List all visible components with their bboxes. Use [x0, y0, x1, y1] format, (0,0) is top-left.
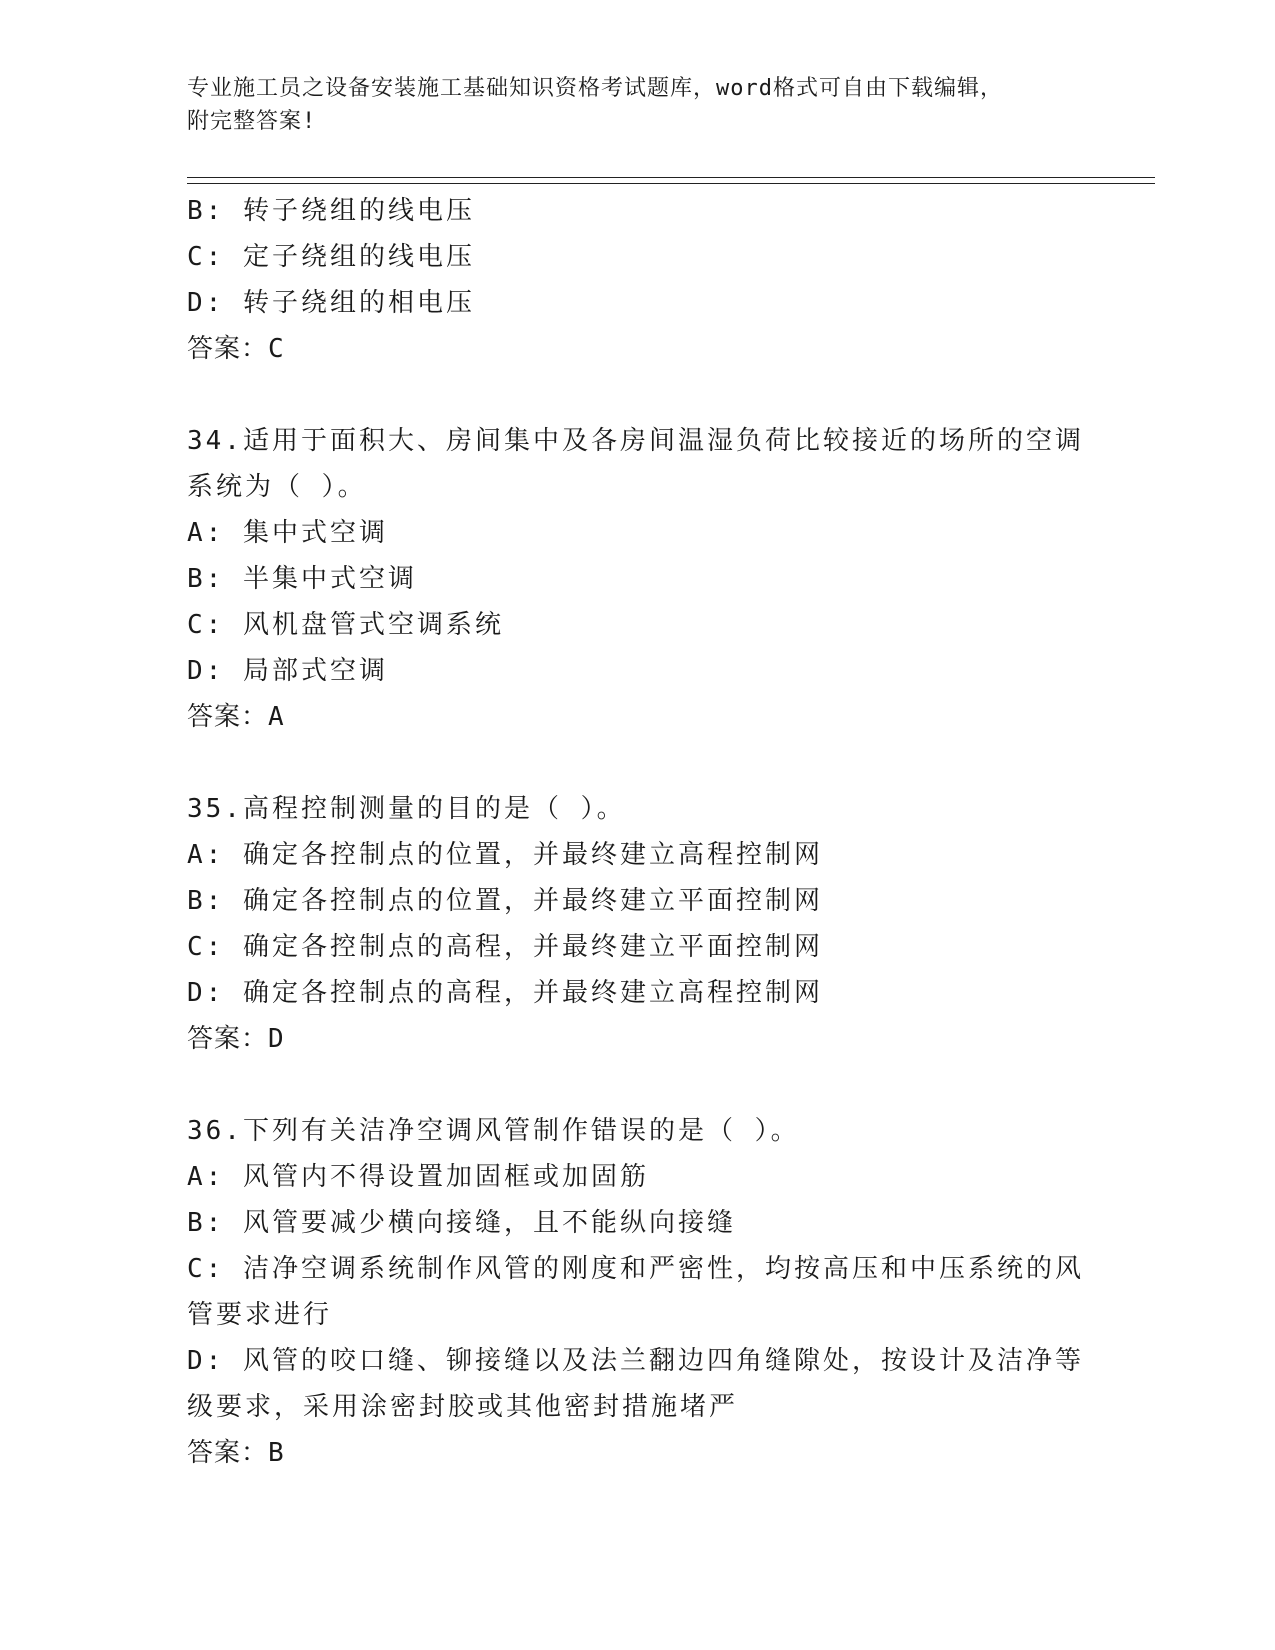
option-b: B: 风管要减少横向接缝，且不能纵向接缝: [187, 1208, 736, 1238]
question-block-33: [187, 188, 1087, 372]
answer-label: 答案：: [187, 702, 269, 732]
question-block-35: [187, 786, 1087, 1062]
option-d-continued: 级要求，采用涂密封胶或其他密封措施堵严: [187, 1392, 739, 1422]
header-line-1: 专业施工员之设备安装施工基础知识资格考试题库，word格式可自由下载编辑，: [187, 76, 1003, 101]
question-stem-continued: 系统为（ ）。: [187, 472, 367, 502]
document-header: [187, 72, 1087, 138]
option-c: C: 确定各控制点的高程，并最终建立平面控制网: [187, 932, 823, 962]
option-d: D: 确定各控制点的高程，并最终建立高程控制网: [187, 978, 823, 1008]
option-b: B: 转子绕组的线电压: [187, 196, 475, 226]
option-d: D: 风管的咬口缝、铆接缝以及法兰翻边四角缝隙处，按设计及洁净等: [187, 1346, 1084, 1376]
option-a: A: 集中式空调: [187, 518, 388, 548]
header-divider-bottom: [187, 183, 1155, 184]
answer-value: D: [268, 1024, 285, 1054]
question-stem: 34.适用于面积大、房间集中及各房间温湿负荷比较接近的场所的空调: [187, 426, 1084, 456]
answer-label: 答案：: [187, 1438, 269, 1468]
answer-label: 答案：: [187, 334, 269, 364]
option-b: B: 半集中式空调: [187, 564, 417, 594]
option-c: C: 洁净空调系统制作风管的刚度和严密性，均按高压和中压系统的风: [187, 1254, 1084, 1284]
question-list: [187, 188, 1087, 1476]
question-block-34: [187, 418, 1087, 740]
question-block-36: [187, 1108, 1087, 1476]
header-line-2: 附完整答案!: [187, 109, 317, 134]
answer-value: A: [268, 702, 285, 732]
answer-line: [187, 694, 1087, 740]
question-stem: 35.高程控制测量的目的是（ ）。: [187, 794, 626, 824]
option-a: A: 风管内不得设置加固框或加固筋: [187, 1162, 649, 1192]
answer-line: [187, 326, 1087, 372]
answer-value: B: [268, 1438, 285, 1468]
question-stem: 36.下列有关洁净空调风管制作错误的是（ ）。: [187, 1116, 800, 1146]
answer-line: [187, 1016, 1087, 1062]
answer-label: 答案：: [187, 1024, 269, 1054]
header-divider-top: [187, 177, 1155, 178]
option-c: C: 定子绕组的线电压: [187, 242, 475, 272]
option-d: D: 局部式空调: [187, 656, 388, 686]
option-a: A: 确定各控制点的位置，并最终建立高程控制网: [187, 840, 823, 870]
answer-line: [187, 1430, 1087, 1476]
answer-value: C: [268, 334, 285, 364]
option-c: C: 风机盘管式空调系统: [187, 610, 504, 640]
option-c-continued: 管要求进行: [187, 1300, 333, 1330]
option-b: B: 确定各控制点的位置，并最终建立平面控制网: [187, 886, 823, 916]
option-d: D: 转子绕组的相电压: [187, 288, 475, 318]
